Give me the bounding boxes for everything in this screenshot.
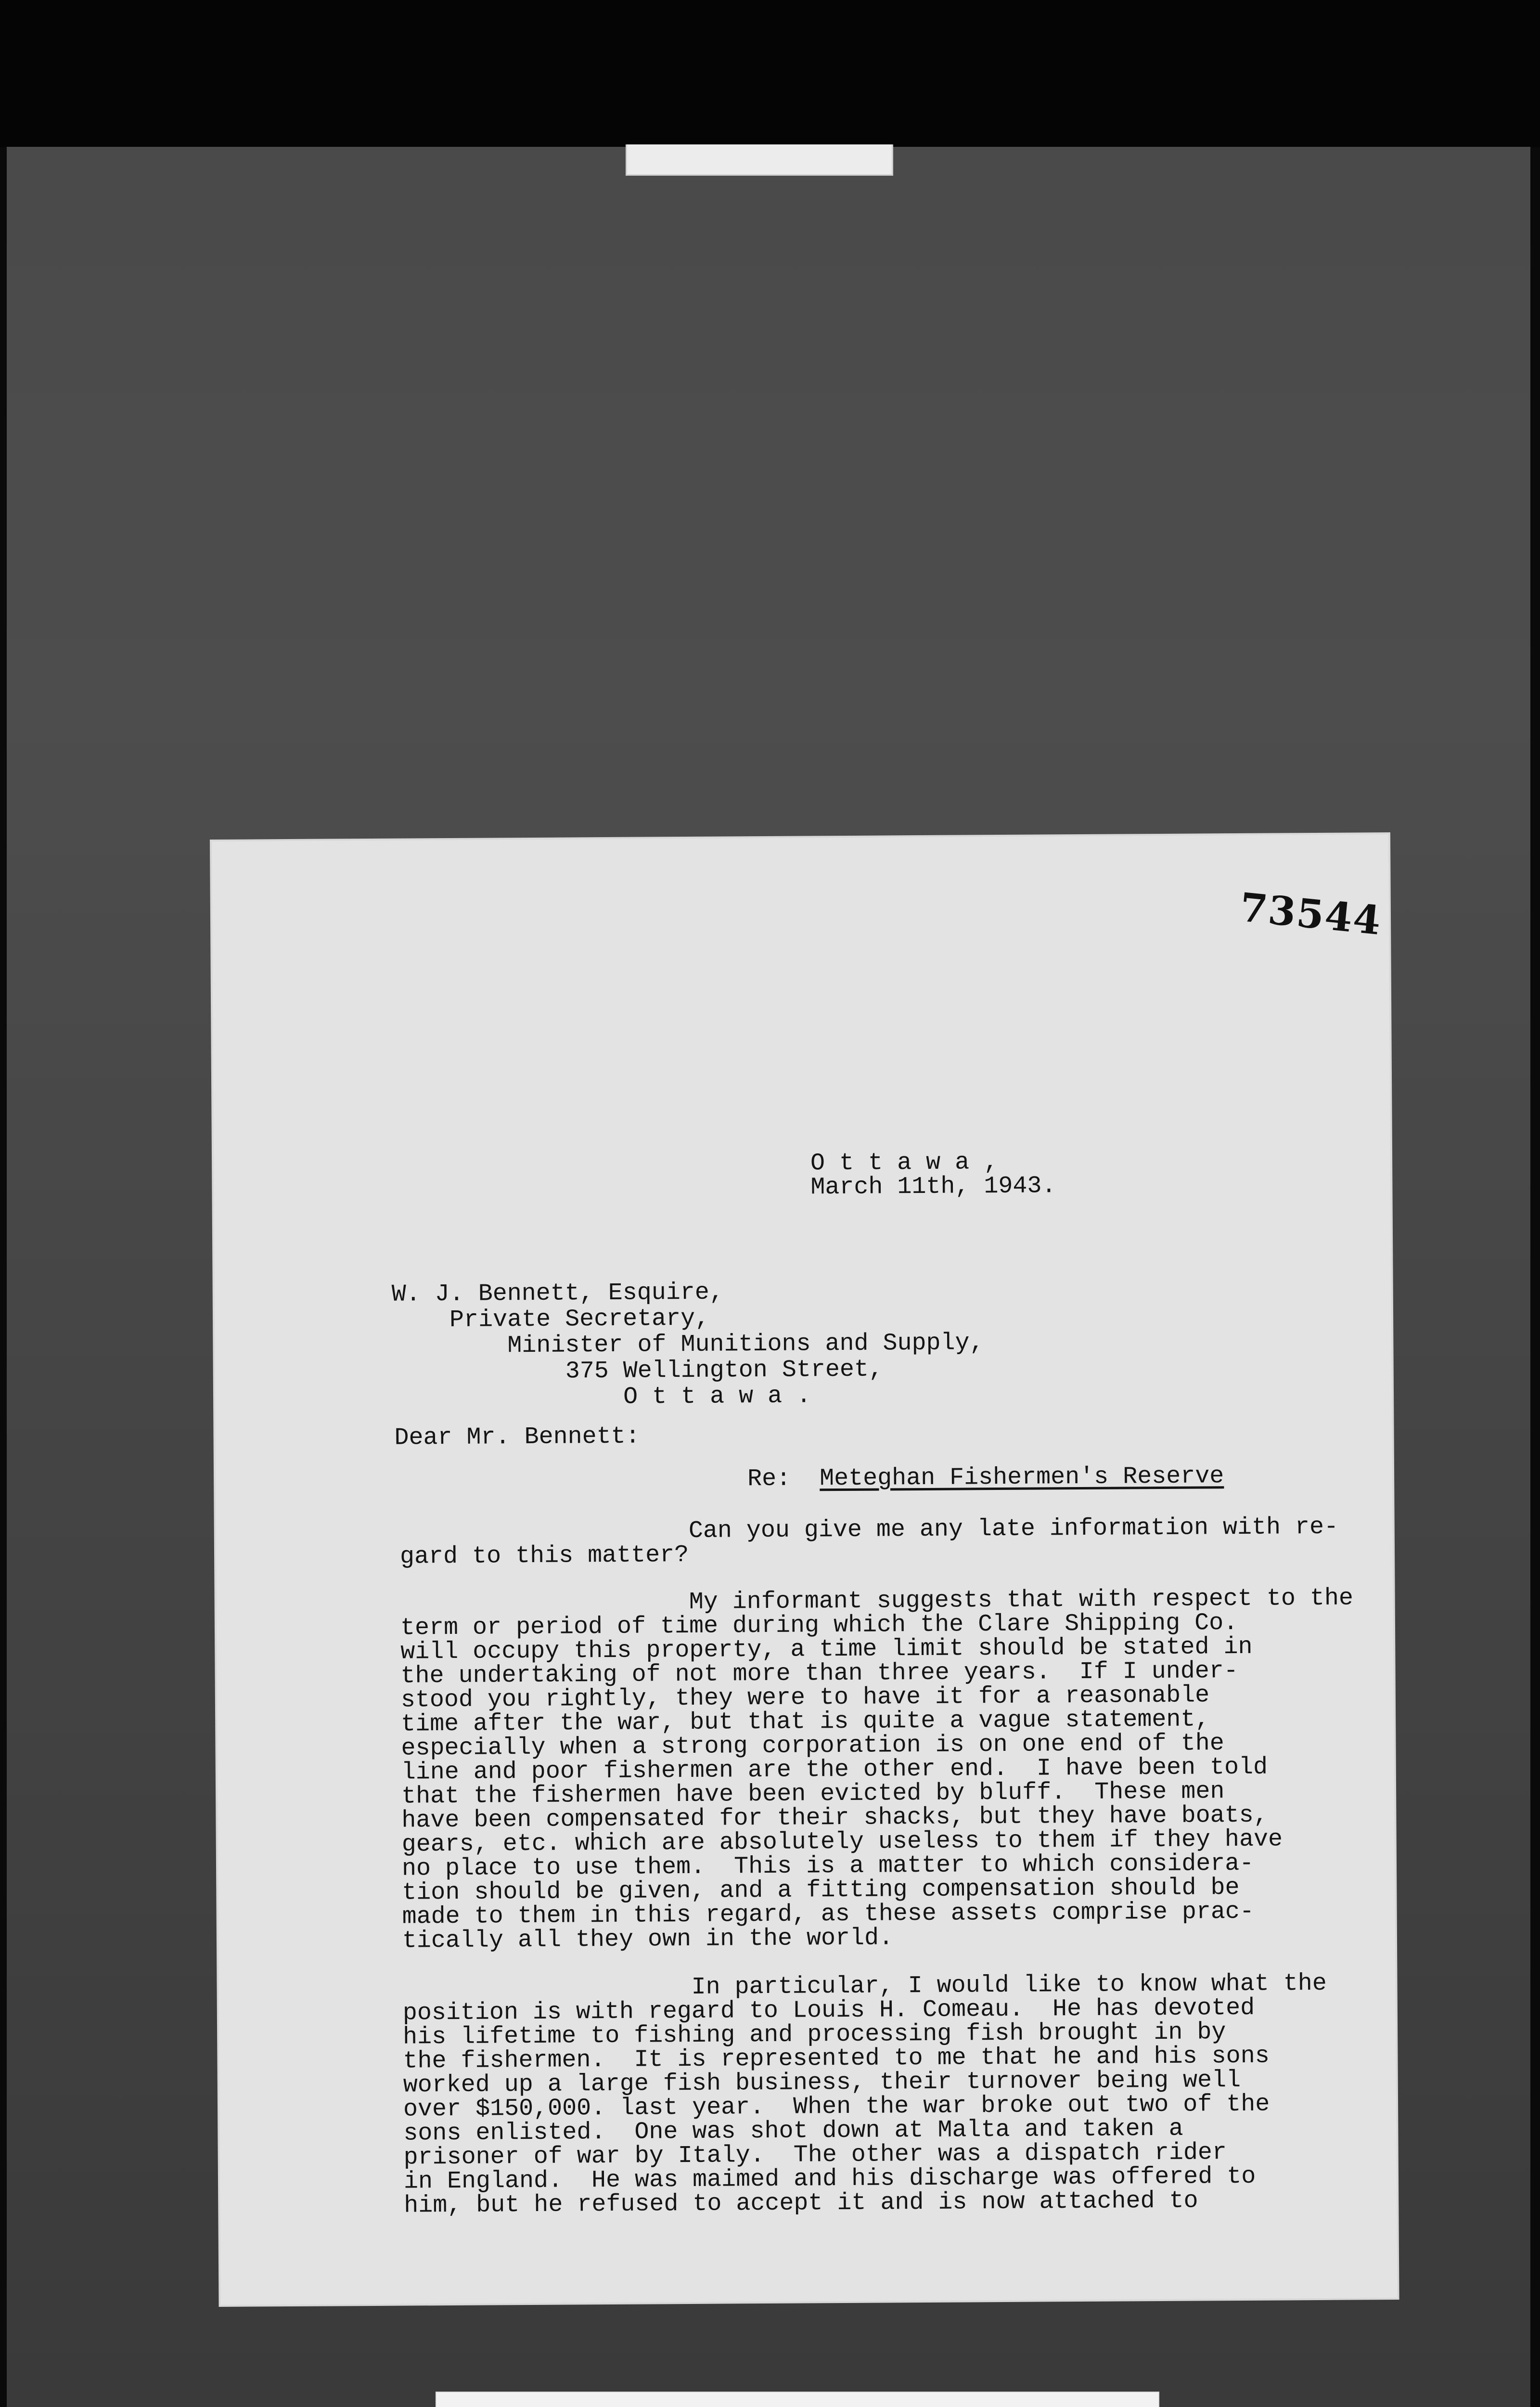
re-subject: Meteghan Fishermen's Reserve xyxy=(819,1462,1224,1493)
paragraph-3: In particular, I would like to know what the position is with regard to Louis H. Comeau. He has devoted his lifetime to fishing and processing fish brought in by the fishermen. It is represented to me that he and his sons worked up a large fish business, their turnover being well over $150,000. last year. When the war broke out two of the sons enlisted. One was shot down at Malta and taken a prisoner of war by Italy. The other was a dispatch rider in England. He was maimed and his discharge was offered to him, but he refused to accept it and is now attached to xyxy=(402,1969,1327,2220)
letter-page xyxy=(212,834,1398,2305)
re-label: Re: xyxy=(747,1465,791,1493)
paragraph-1: Can you give me any late information with re- gard to this matter? xyxy=(399,1513,1339,1571)
salutation: Dear Mr. Bennett: xyxy=(394,1423,640,1452)
letter-place: O t t a w a , xyxy=(810,1149,999,1178)
address-line: 375 Wellington Street, xyxy=(392,1356,884,1386)
paragraph-2: My informant suggests that with respect to the term or period of time during which the Clare Shipping Co. will occupy this property, a time limit should be stated in the undertaking of not more than three years. If I under- stood you rightly, they were to have it for a reasonable time after the war, but that is quite a vague statement, especially when a strong corporation is on one end of the line and poor fishermen are the other end. I have been told that the fishermen have been evicted by bluff. These men have been compensated for their shacks, but they have boats, gears, etc. which are absolutely useless to them if they have no place to use them. This is a matter to which considera- tion should be given, and a fitting compensation should be made to them in this regard, as these assets comprise prac- tically all they own in the world. xyxy=(400,1584,1354,1955)
subject-line xyxy=(747,1464,1224,1491)
top-paper-tab xyxy=(626,144,893,176)
address-line: Minister of Munitions and Supply, xyxy=(392,1329,984,1360)
address-line: O t t a w a . xyxy=(392,1382,811,1412)
film-border-left xyxy=(0,147,7,2407)
address-line: Private Secretary, xyxy=(391,1305,710,1334)
film-border-right xyxy=(1530,147,1540,2407)
document-number-stamp: 73544 xyxy=(1237,884,1384,945)
film-border-top xyxy=(0,0,1540,147)
recipient-address xyxy=(392,1278,985,1412)
letter-date: March 11th, 1943. xyxy=(810,1172,1056,1202)
address-line: W. J. Bennett, Esquire, xyxy=(391,1279,724,1308)
volume-label xyxy=(436,2392,1159,2407)
